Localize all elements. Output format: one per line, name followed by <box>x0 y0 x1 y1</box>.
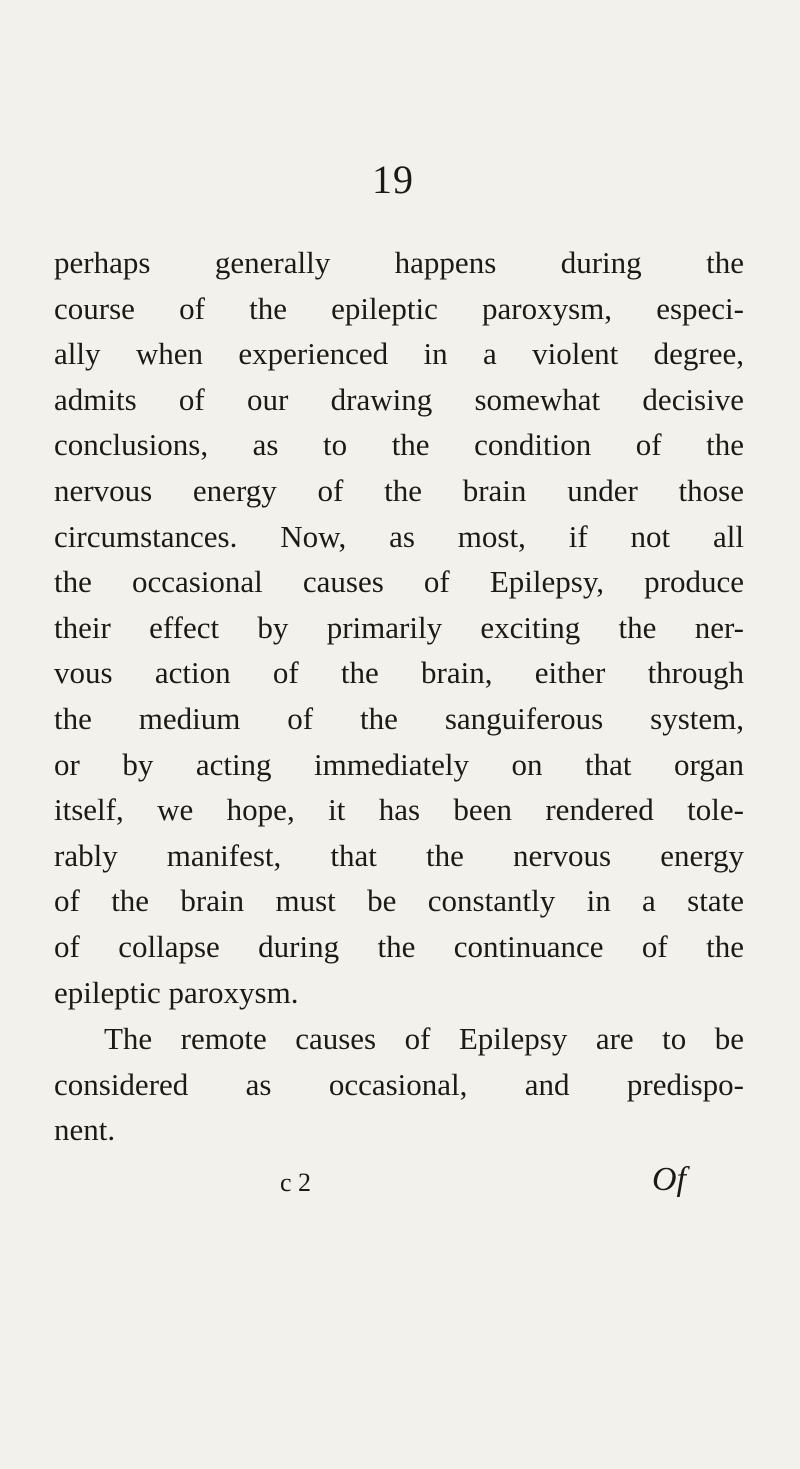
text-line: rably manifest, that the nervous energy <box>54 837 744 873</box>
text-line: or by acting immediately on that organ <box>54 746 744 782</box>
text-line: circumstances. Now, as most, if not all <box>54 518 744 554</box>
text-line: nent. <box>54 1112 116 1148</box>
signature-mark: c 2 <box>280 1168 312 1197</box>
text-line: their effect by primarily exciting the ner- <box>54 609 744 645</box>
text-line: considered as occasional, and predispo- <box>54 1066 744 1102</box>
text-line: epileptic paroxysm. <box>54 974 299 1010</box>
text-line: perhaps generally happens during the <box>54 245 744 280</box>
text-line: the occasional causes of Epilepsy, produce <box>54 564 744 600</box>
text-line: ally when experienced in a violent degree, <box>54 336 744 372</box>
text-line: course of the epileptic paroxysm, especi- <box>54 290 744 326</box>
text-line: of the brain must be constantly in a state <box>54 883 744 919</box>
catchword: Of <box>652 1161 686 1198</box>
text-line: the medium of the sanguiferous system, <box>54 700 744 736</box>
text-line: vous action of the brain, either through <box>54 655 744 691</box>
text-line: nervous energy of the brain under those <box>54 472 744 508</box>
text-line: The remote causes of Epilepsy are to be <box>104 1021 744 1056</box>
page-number: 19 <box>372 157 414 202</box>
text-line: itself, we hope, it has been rendered tole- <box>54 792 744 828</box>
text-line: conclusions, as to the condition of the <box>54 427 744 463</box>
paragraph-1 <box>54 240 744 1015</box>
text-line: admits of our drawing somewhat decisive <box>54 381 744 417</box>
text-line: of collapse during the continuance of the <box>54 928 744 964</box>
paragraph-2 <box>54 1016 744 1153</box>
